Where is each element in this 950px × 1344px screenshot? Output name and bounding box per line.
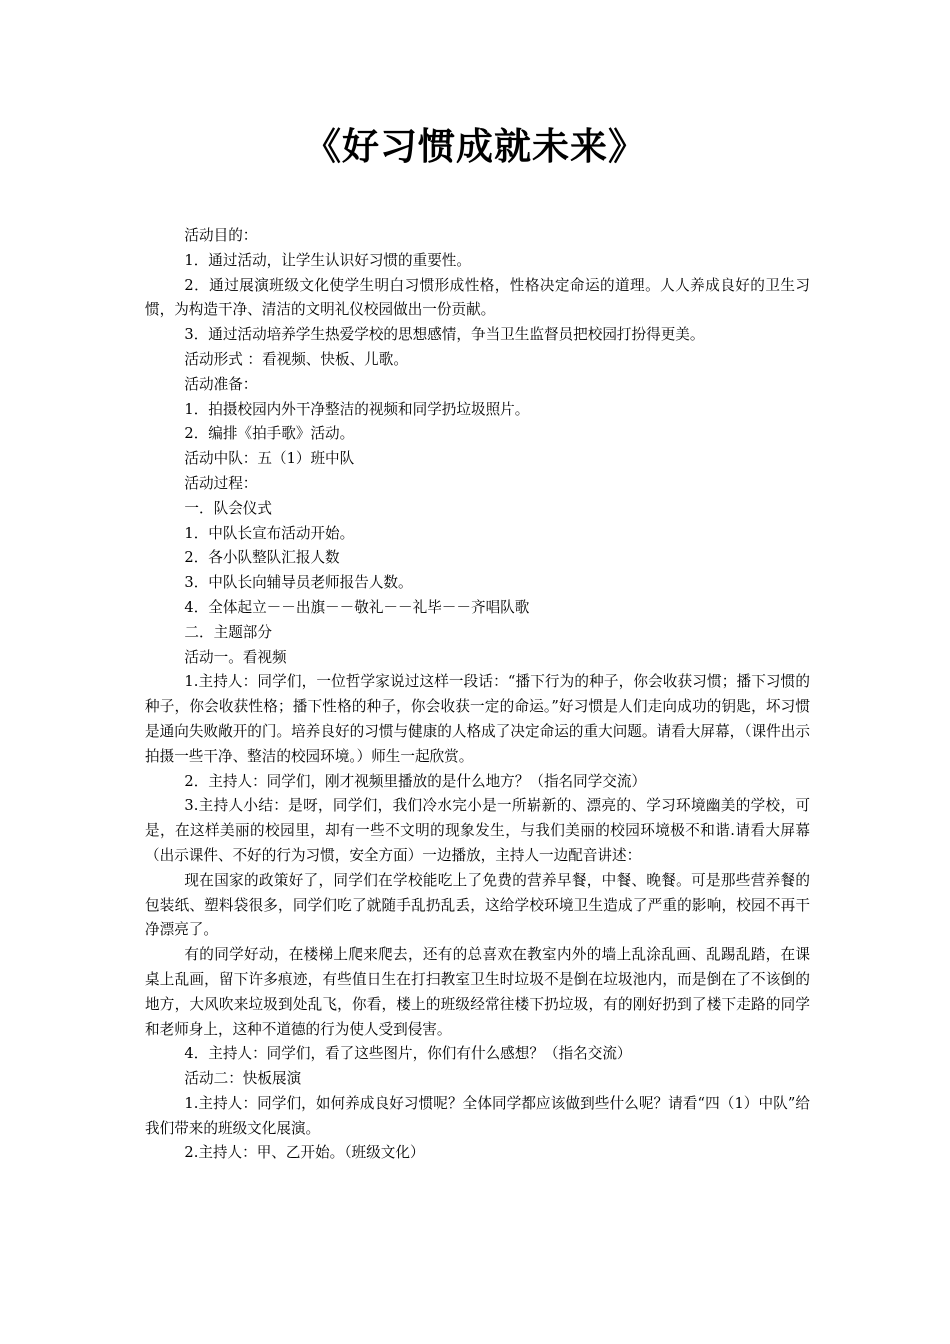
paragraph: 现在国家的政策好了，同学们在学校能吃上了免费的营养早餐，中餐、晚餐。可是那些营养餐的包装纸、塑料袋很多，同学们吃了就随手乱扔乱丢，这给学校环境卫生造成了严重的影响，校园不再干净漂亮了。 [145, 871, 810, 939]
paragraph: 一．队会仪式 [184, 499, 272, 517]
paragraph: 3．中队长向辅导员老师报告人数。 [184, 574, 413, 592]
paragraph: 1．中队长宣布活动开始。 [184, 524, 355, 542]
paragraph: 2．主持人：同学们，刚才视频里播放的是什么地方？（指名同学交流） [184, 772, 647, 790]
paragraph: 3．通过活动培养学生热爱学校的思想感情，争当卫生监督员把校园打扮得更美。 [184, 326, 705, 344]
paragraph: 活动二：快板展演 [184, 1070, 302, 1088]
paragraph: 活动形式 ：看视频、快板、儿歌。 [184, 350, 408, 368]
paragraph: 有的同学好动，在楼梯上爬来爬去，还有的总喜欢在教室内外的墙上乱涂乱画、乱踢乱踏，在课桌上乱画，留下许多痕迹，有些值日生在打扫教室卫生时垃圾不是倒在垃圾池内，而是倒在了不该倒的地方，大风吹来垃圾到处乱飞，你看，楼上的班级经常往楼下扔垃圾，有的刚好扔到了楼下走路的同学和老师身上，这种不道德的行为使人受到侵害。 [145, 946, 810, 1038]
document-title: 《好习惯成就未来》 [304, 125, 646, 168]
paragraph: 活动准备： [184, 375, 258, 393]
paragraph: 1.主持人：同学们，如何养成良好习惯呢？全体同学都应该做到些什么呢？请看“四（1）中队”给我们带来的班级文化展演。 [145, 1094, 810, 1137]
paragraph: 活动过程： [184, 474, 258, 492]
paragraph: 活动目的： [184, 227, 258, 244]
paragraph: 活动中队：五（1）班中队 [184, 450, 355, 468]
paragraph: 2.主持人：甲、乙开始。（班级文化） [184, 1144, 425, 1162]
paragraph: 3.主持人小结：是呀，同学们，我们冷水完小是一所崭新的、漂亮的、学习环境幽美的学校，可是，在这样美丽的校园里，却有一些不文明的现象发生，与我们美丽的校园环境极不和谐.请看大屏幕（出示课件、不好的行为习惯，安全方面）一边播放，主持人一边配音讲述： [145, 797, 810, 864]
paragraph: 4．主持人：同学们，看了这些图片，你们有什么感想？（指名交流） [184, 1045, 632, 1063]
paragraph: 活动一。看视频 [184, 648, 287, 666]
paragraph: 二．主题部分 [184, 623, 272, 641]
paragraph: 1．拍摄校园内外干净整洁的视频和同学扔垃圾照片。 [184, 400, 530, 418]
paragraph: 1.主持人：同学们，一位哲学家说过这样一段话：“播下行为的种子，你会收获习惯；播下习惯的种子，你会收获性格；播下性格的种子，你会收获一定的命运。”好习惯是人们走向成功的钥匙，坏习惯是通向失败敞开的门。培养良好的习惯与健康的人格成了决定命运的重大问题。请看大屏幕，（课件出示拍摄一些干净、整洁的校园环境。）师生一起欣赏。 [145, 673, 810, 765]
paragraph: 4．全体起立－－出旗－－敬礼－－礼毕－－齐唱队歌 [184, 598, 530, 616]
document-body [145, 224, 810, 1166]
paragraph: 2．各小队整队汇报人数 [184, 549, 340, 567]
paragraph: 2．通过展演班级文化使学生明白习惯形成性格，性格决定命运的道理。人人养成良好的卫生习惯，为构造干净、清洁的文明礼仪校园做出一份贡献。 [145, 276, 810, 319]
paragraph: 2．编排《拍手歌》活动。 [184, 425, 355, 443]
paragraph: 1．通过活动，让学生认识好习惯的重要性。 [184, 251, 471, 269]
